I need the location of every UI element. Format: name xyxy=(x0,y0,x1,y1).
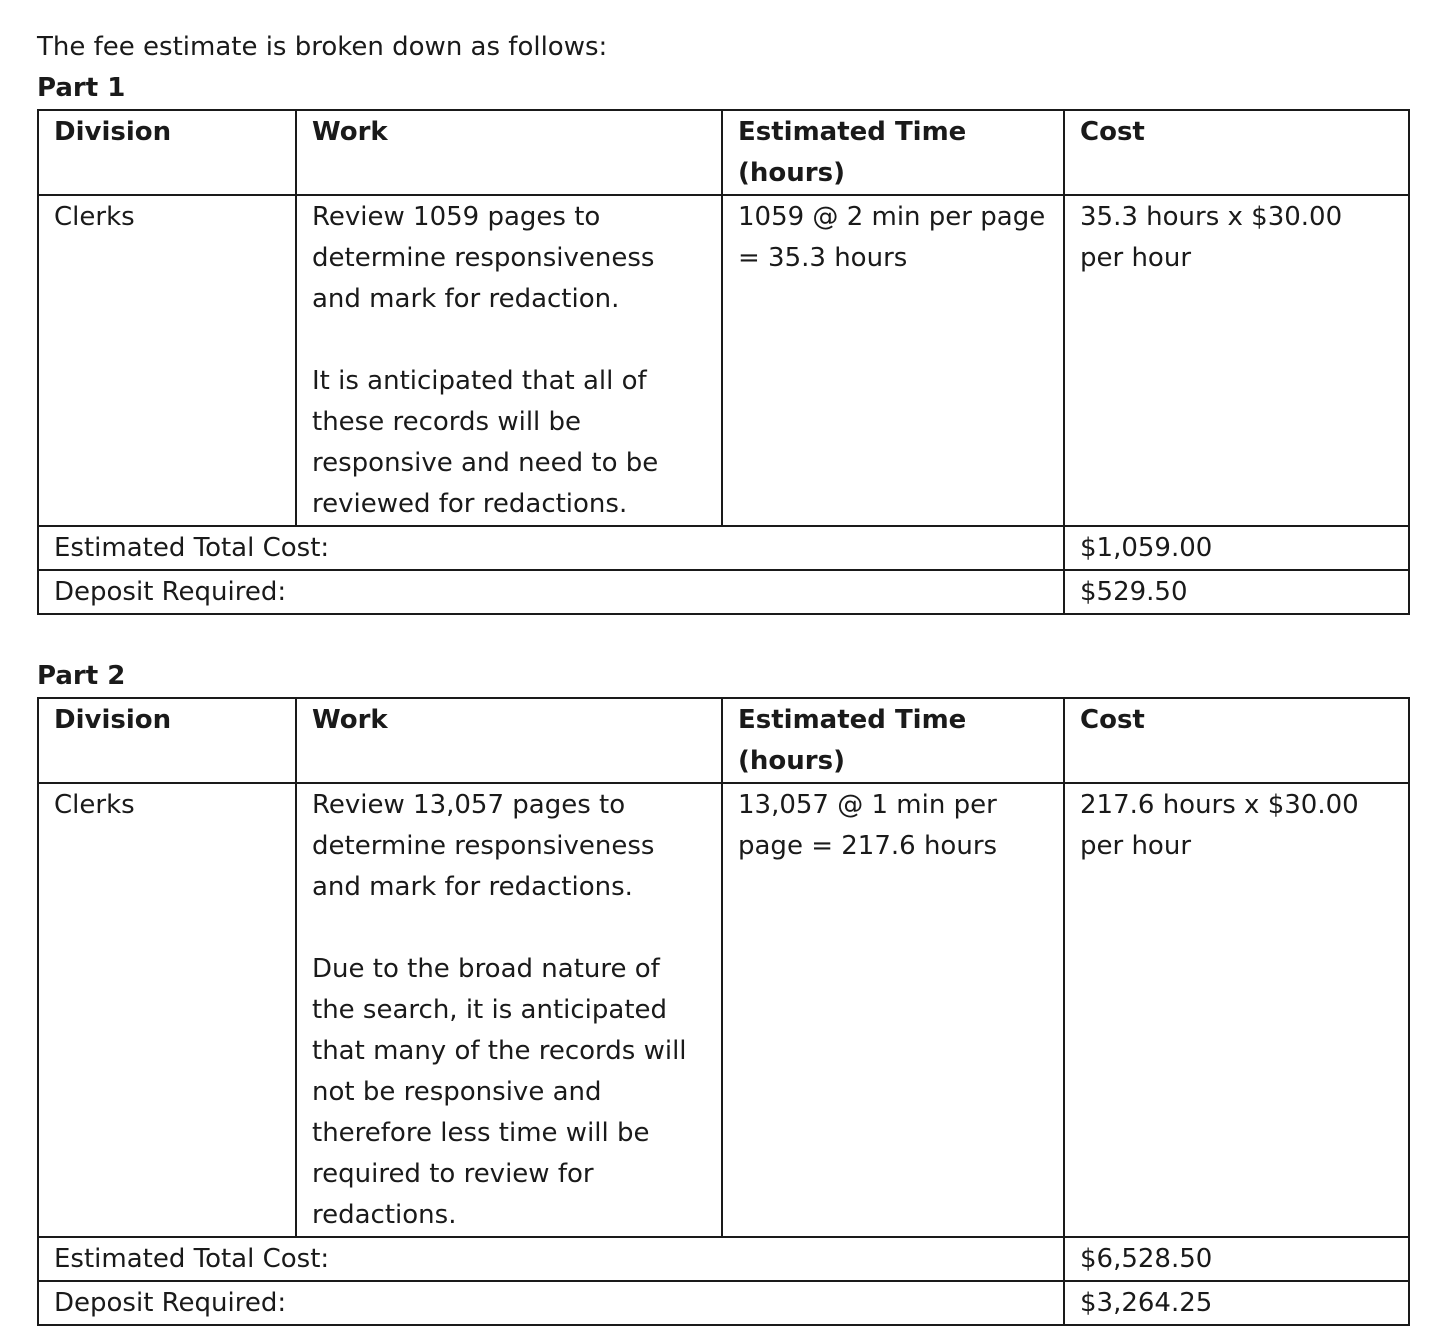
header-cost: Cost xyxy=(1064,110,1409,195)
cell-cost: 35.3 hours x $30.00 per hour xyxy=(1064,195,1409,526)
cell-work xyxy=(296,783,722,1237)
header-cost: Cost xyxy=(1064,698,1409,783)
table-header-row xyxy=(38,698,1409,783)
header-work: Work xyxy=(296,698,722,783)
cell-estimated-time: 13,057 @ 1 min per page = 217.6 hours xyxy=(722,783,1064,1237)
deposit-row xyxy=(38,1281,1409,1325)
deposit-row xyxy=(38,570,1409,614)
work-paragraph: It is anticipated that all of these records will be responsive and need to be reviewed for redactions. xyxy=(312,366,659,519)
intro-text: The fee estimate is broken down as follows: xyxy=(37,32,608,62)
header-estimated-time: Estimated Time (hours) xyxy=(722,110,1064,195)
work-paragraph: Review 1059 pages to determine responsiveness and mark for redaction. xyxy=(312,202,655,314)
work-paragraph: Review 13,057 pages to determine responsiveness and mark for redactions. xyxy=(312,790,655,902)
total-value: $1,059.00 xyxy=(1064,526,1409,570)
table-row xyxy=(38,195,1409,526)
table-row xyxy=(38,783,1409,1237)
table-header-row xyxy=(38,110,1409,195)
total-label: Estimated Total Cost: xyxy=(38,526,1064,570)
total-label: Estimated Total Cost: xyxy=(38,1237,1064,1281)
part-1-title: Part 1 xyxy=(37,73,126,103)
header-work: Work xyxy=(296,110,722,195)
deposit-value: $3,264.25 xyxy=(1064,1281,1409,1325)
deposit-label: Deposit Required: xyxy=(38,1281,1064,1325)
spacer xyxy=(37,615,1456,656)
deposit-label: Deposit Required: xyxy=(38,570,1064,614)
header-division: Division xyxy=(38,698,296,783)
deposit-value: $529.50 xyxy=(1064,570,1409,614)
total-row xyxy=(38,526,1409,570)
header-division: Division xyxy=(38,110,296,195)
total-row xyxy=(38,1237,1409,1281)
part-2-title: Part 2 xyxy=(37,661,126,691)
cell-estimated-time: 1059 @ 2 min per page = 35.3 hours xyxy=(722,195,1064,526)
header-estimated-time: Estimated Time (hours) xyxy=(722,698,1064,783)
cell-cost: 217.6 hours x $30.00 per hour xyxy=(1064,783,1409,1237)
total-value: $6,528.50 xyxy=(1064,1237,1409,1281)
part-2-fee-table xyxy=(37,697,1410,1326)
cell-work xyxy=(296,195,722,526)
cell-division: Clerks xyxy=(38,195,296,526)
cell-division: Clerks xyxy=(38,783,296,1237)
part-1-fee-table xyxy=(37,109,1410,615)
work-paragraph: Due to the broad nature of the search, it is anticipated that many of the records will not be responsive and therefore less time will be required to review for redactions. xyxy=(312,954,687,1230)
